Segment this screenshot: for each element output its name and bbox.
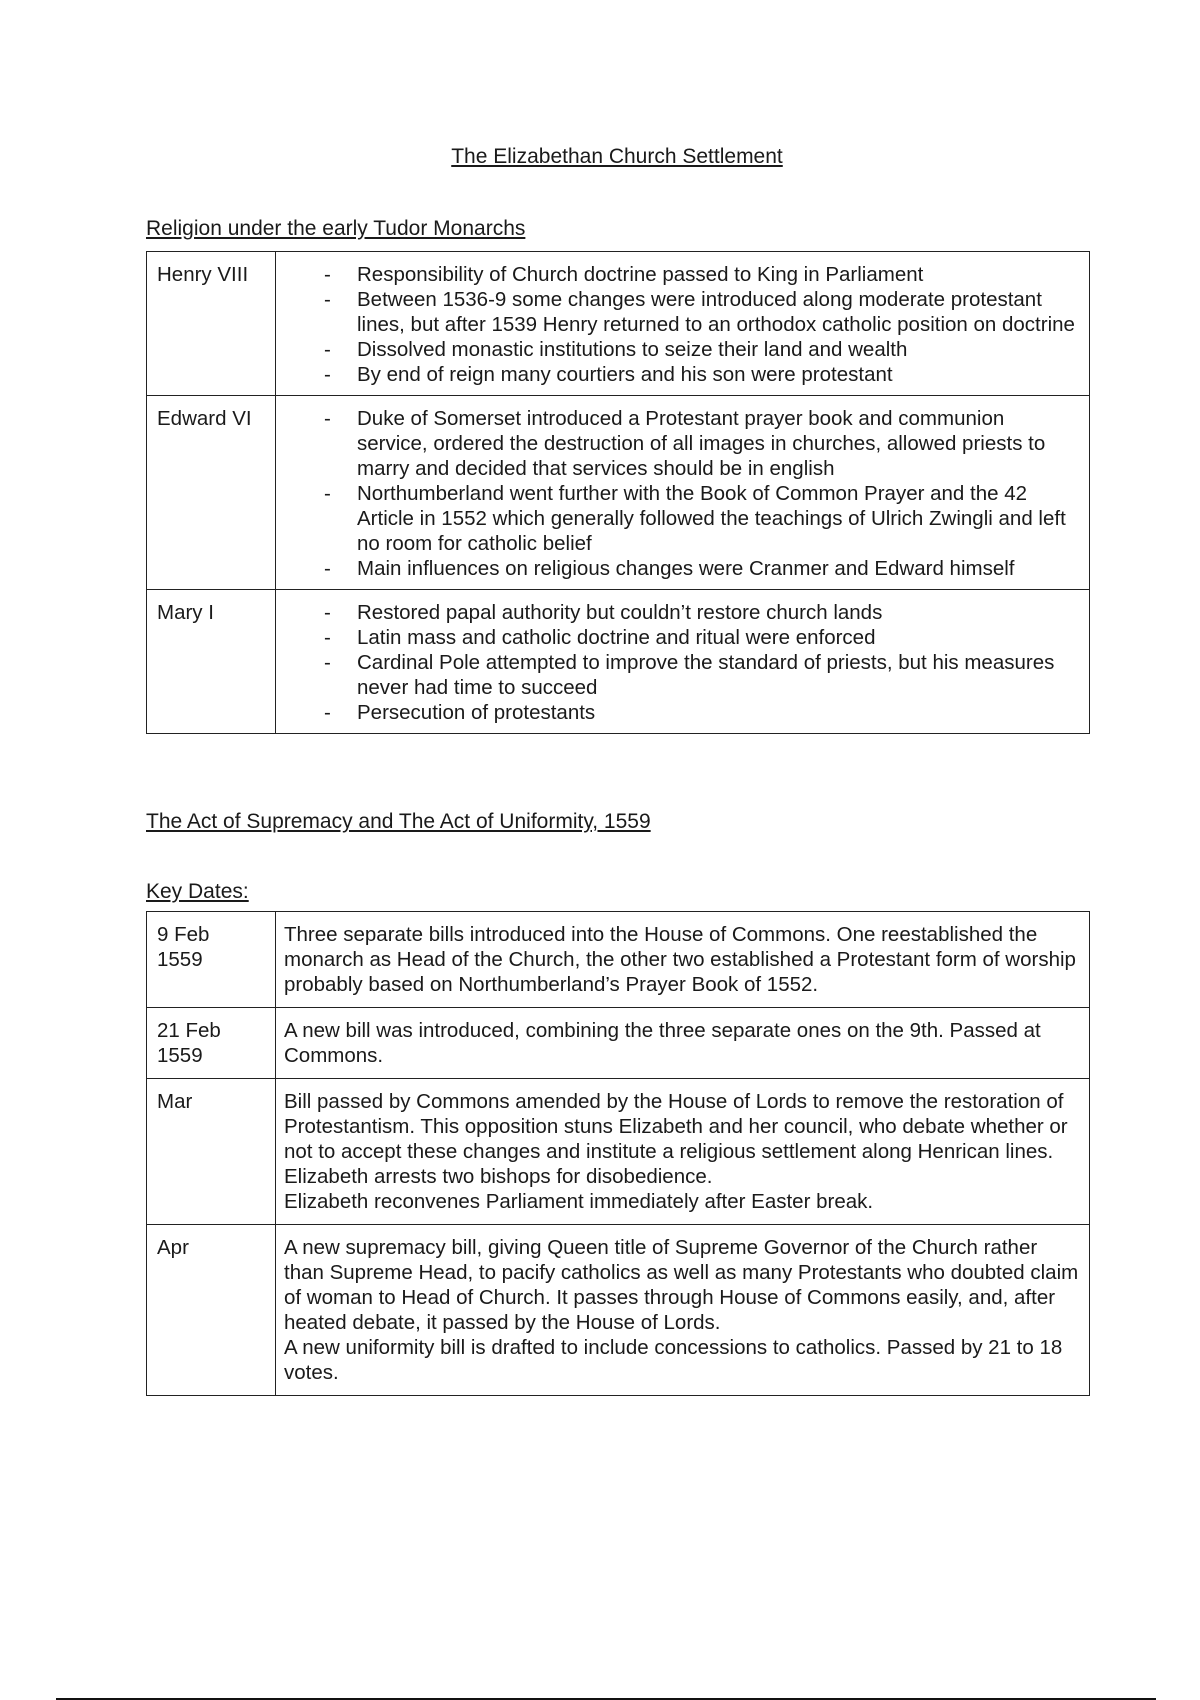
table-row [147, 1225, 1090, 1396]
list-item: - Dissolved monastic institutions to seize their land and wealth [286, 337, 1079, 362]
list-item: - Latin mass and catholic doctrine and ritual were enforced [286, 625, 1079, 650]
list-item: - Persecution of protestants [286, 700, 1079, 725]
list-item: - Main influences on religious changes were Cranmer and Edward himself [286, 556, 1079, 581]
monarch-name: Mary I [147, 590, 276, 734]
key-dates-table [146, 911, 1090, 1396]
date-line: 1559 [157, 1044, 203, 1067]
event-text: Bill passed by Commons amended by the House of Lords to remove the restoration of Protestantism. This opposition stuns Elizabeth and her council, who debate whether or not to accept these changes and institute a religious settlement along Henrican lines. [284, 1090, 1068, 1163]
monarch-name: Edward VI [147, 396, 276, 590]
event-text: Elizabeth arrests two bishops for disobedience. [284, 1165, 713, 1188]
table-row [147, 912, 1090, 1008]
monarchs-table [146, 251, 1090, 734]
list-item: - Cardinal Pole attempted to improve the standard of priests, but his measures never had time to succeed [286, 650, 1079, 700]
date-line: 21 Feb [157, 1019, 221, 1042]
list-item: - Between 1536-9 some changes were introduced along moderate protestant lines, but after 1539 Henry returned to an orthodox catholic position on doctrine [286, 287, 1079, 337]
bullet-list [286, 406, 1079, 581]
date-line: 9 Feb [157, 923, 210, 946]
table-row [147, 1008, 1090, 1079]
section-heading-acts-1559: The Act of Supremacy and The Act of Uniformity, 1559 [146, 810, 651, 833]
table-row [147, 252, 1090, 396]
bullet-list [286, 262, 1079, 387]
date-line: Mar [157, 1090, 193, 1113]
list-item: - Restored papal authority but couldn’t restore church lands [286, 600, 1079, 625]
date-cell [147, 912, 276, 1008]
monarch-name: Henry VIII [147, 252, 276, 396]
table-row [147, 396, 1090, 590]
table-row [147, 590, 1090, 734]
document-title: The Elizabethan Church Settlement [451, 145, 783, 168]
date-cell [147, 1079, 276, 1225]
list-item: - Responsibility of Church doctrine passed to King in Parliament [286, 262, 1079, 287]
section-heading-tudor-monarchs: Religion under the early Tudor Monarchs [146, 217, 526, 240]
event-text: A new uniformity bill is drafted to include concessions to catholics. Passed by 21 to 18 votes. [284, 1336, 1063, 1384]
list-item: - Northumberland went further with the Book of Common Prayer and the 42 Article in 1552 which generally followed the teachings of Ulrich Zwingli and left no room for catholic belief [286, 481, 1079, 556]
section-heading-key-dates: Key Dates: [146, 880, 249, 903]
date-line: Apr [157, 1236, 189, 1259]
event-text: Three separate bills introduced into the House of Commons. One reestablished the monarch as Head of the Church, the other two established a Protestant form of worship probably based on Northumberland’s Prayer Book of 1552. [284, 923, 1076, 996]
event-text: A new bill was introduced, combining the three separate ones on the 9th. Passed at Commons. [284, 1019, 1041, 1067]
date-cell [147, 1008, 276, 1079]
list-item: - Duke of Somerset introduced a Protestant prayer book and communion service, ordered the destruction of all images in churches, allowed priests to marry and decided that services should be in english [286, 406, 1079, 481]
table-row [147, 1079, 1090, 1225]
event-text: A new supremacy bill, giving Queen title of Supreme Governor of the Church rather than Supreme Head, to pacify catholics as well as many Protestants who doubted claim of woman to Head of Church. It passes through House of Commons easily, and, after heated debate, it passed by the House of Lords. [284, 1236, 1079, 1334]
event-text: Elizabeth reconvenes Parliament immediately after Easter break. [284, 1190, 874, 1213]
date-line: 1559 [157, 948, 203, 971]
date-cell [147, 1225, 276, 1396]
list-item: - By end of reign many courtiers and his son were protestant [286, 362, 1079, 387]
bullet-list [286, 600, 1079, 725]
